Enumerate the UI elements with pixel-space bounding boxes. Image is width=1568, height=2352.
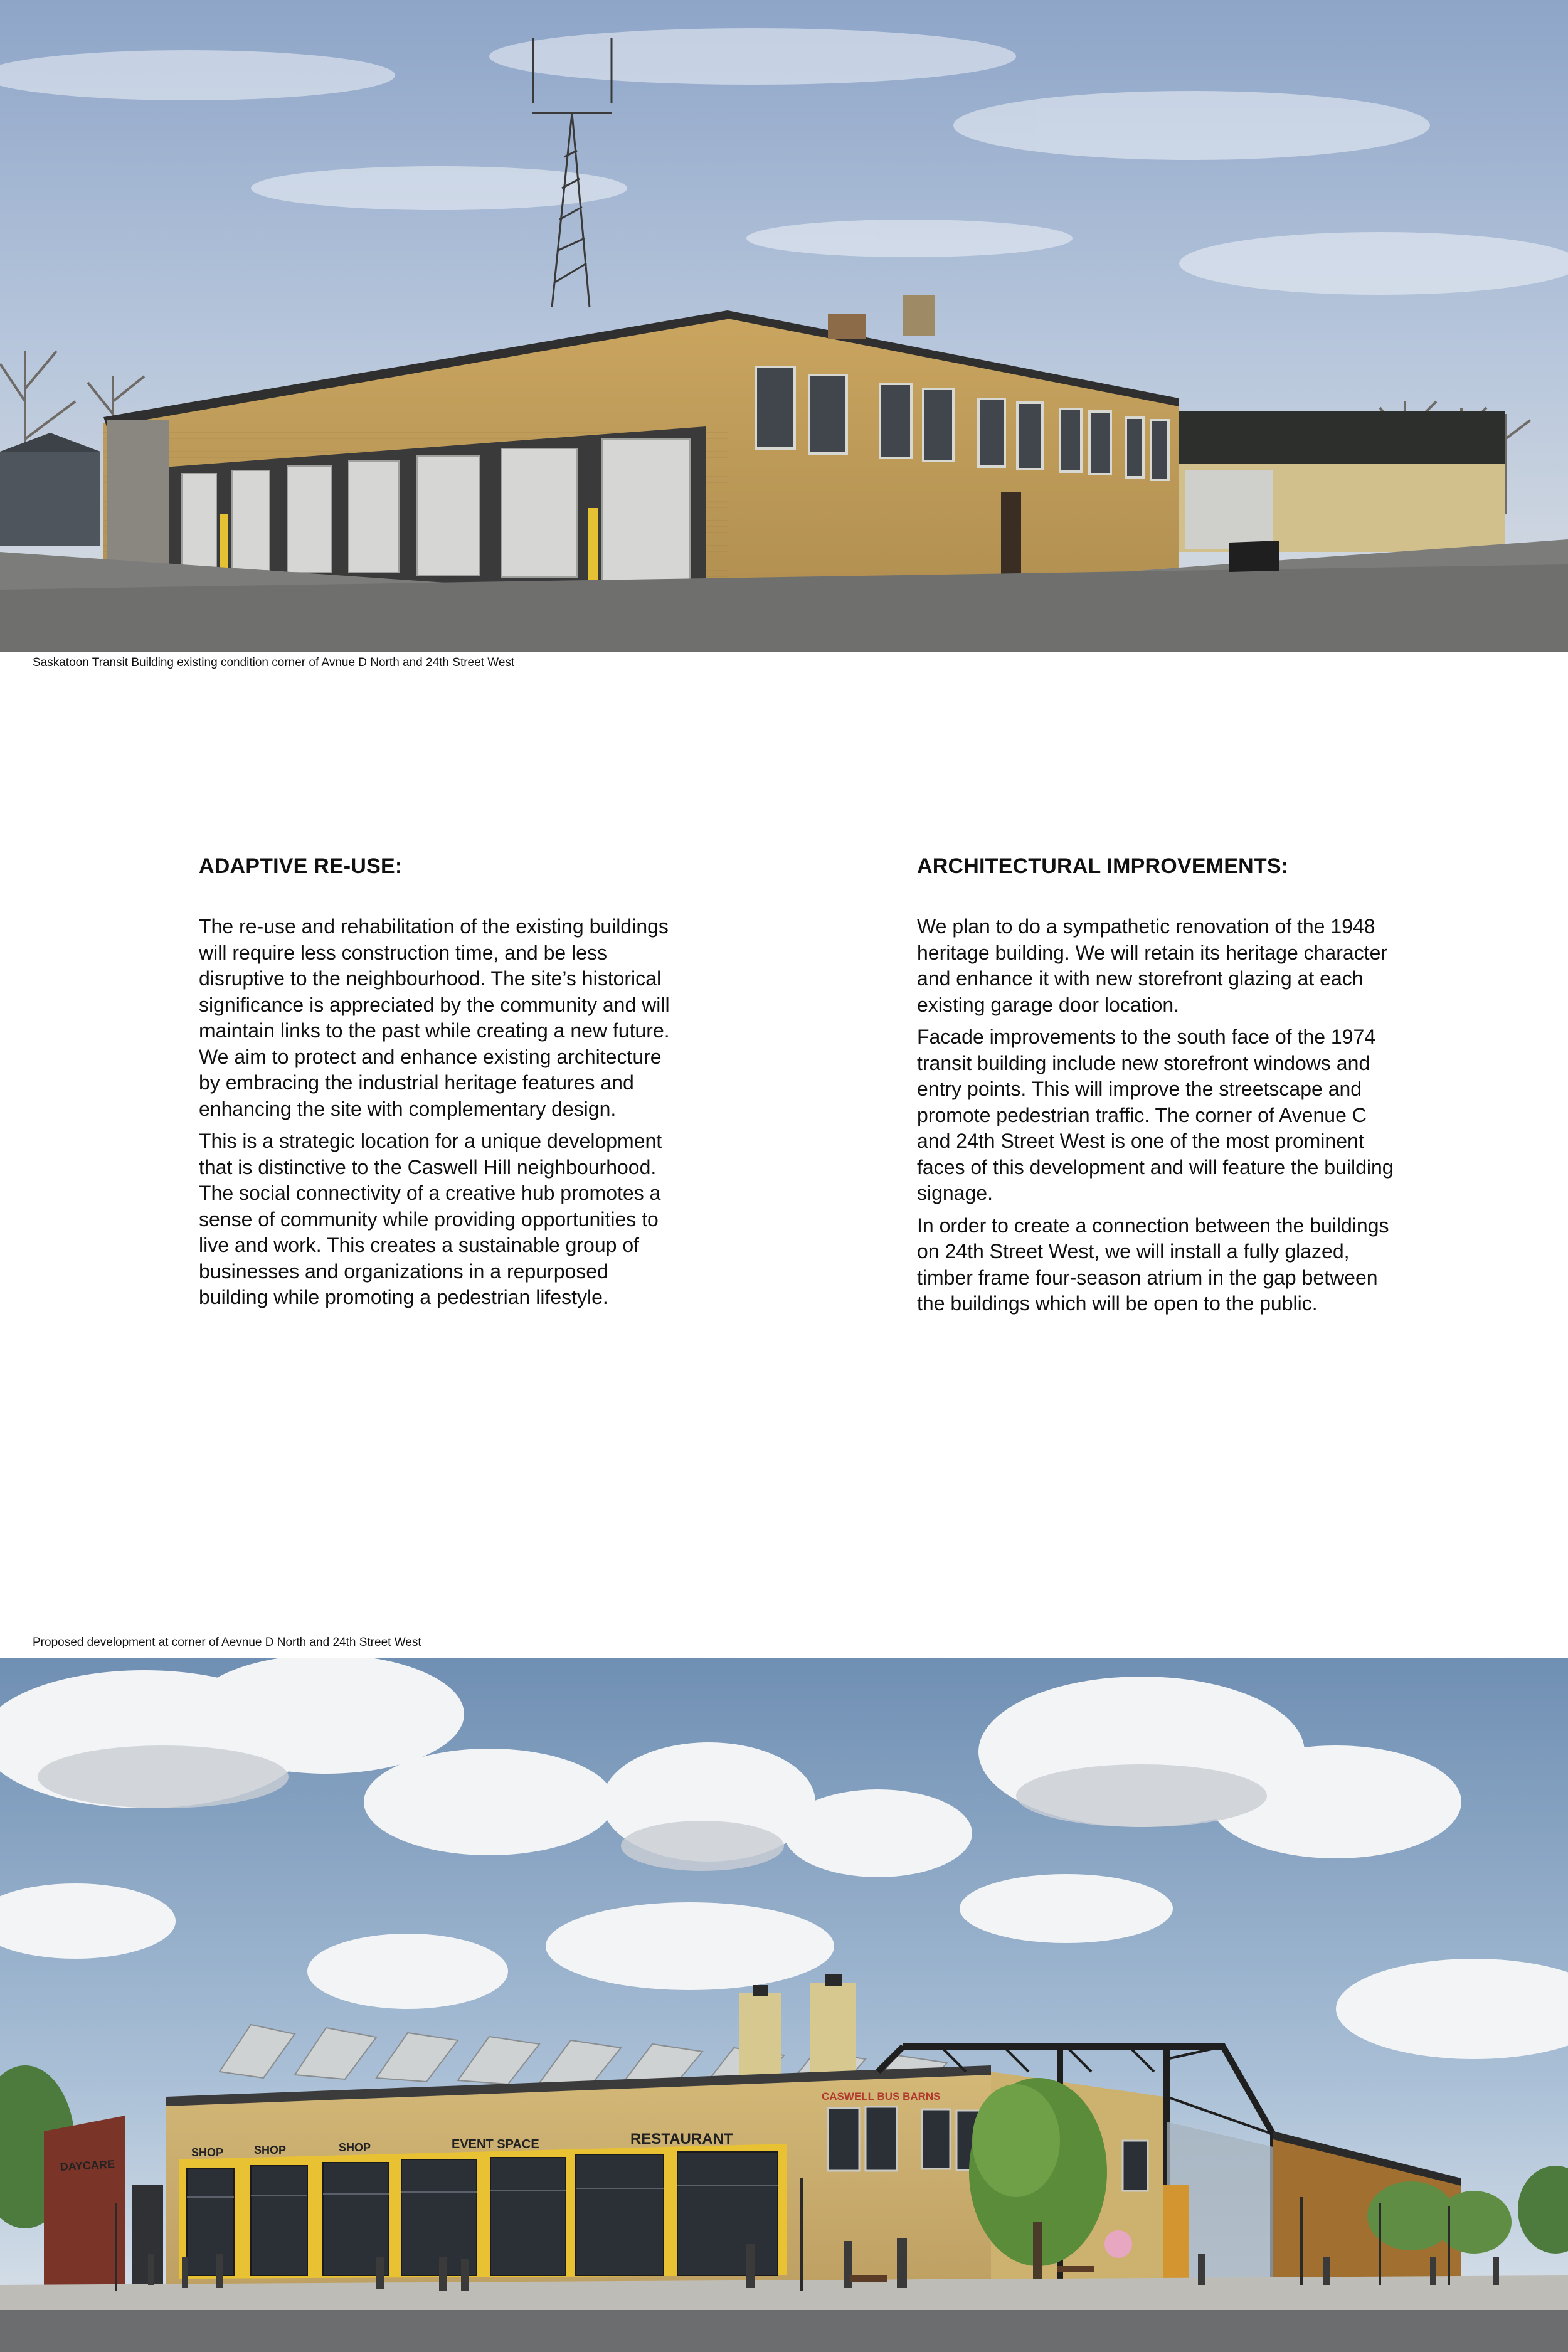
architectural-improvements-paragraph: In order to create a connection between the buildings on 24th Street West, we will install a fully glazed, timber frame four-season atrium in the gap between the buildings which will be open to the public. <box>917 1214 1389 1315</box>
sign-shop: SHOP <box>254 2144 287 2156</box>
architectural-improvements-paragraph: We plan to do a sympathetic renovation of the 1948 heritage building. We will retain its heritage character and enhance it with new storefront glazing at each existing garage door location. <box>917 915 1388 1016</box>
proposed-development-render <box>0 1658 1568 2352</box>
adaptive-reuse-heading: ADAPTIVE RE-USE: <box>199 854 403 878</box>
adaptive-reuse-paragraph: This is a strategic location for a unique development that is distinctive to the Caswell Hill neighbourhood. The social connectivity of a creative hub promotes a sense of community while providing opportunities to live and work. This creates a sustainable group of businesses and organizations in a repurposed building while promoting a pedestrian lifestyle. <box>199 1130 662 1308</box>
architectural-improvements-section <box>917 854 1394 1317</box>
adaptive-reuse-section <box>199 854 675 1311</box>
sign-restaurant: RESTAURANT <box>630 2131 733 2148</box>
sign-shop: SHOP <box>339 2141 371 2154</box>
top-photo-caption: Saskatoon Transit Building existing condition corner of Avnue D North and 24th Street West <box>33 656 515 669</box>
sign-shop: SHOP <box>191 2146 224 2159</box>
bottom-render-caption: Proposed development at corner of Aevnue D North and 24th Street West <box>33 1636 421 1649</box>
architectural-improvements-heading: ARCHITECTURAL IMPROVEMENTS: <box>917 854 1289 878</box>
architectural-improvements-paragraph: Facade improvements to the south face of the 1974 transit building include new storefront windows and entry points. This will improve the streetscape and promote pedestrian traffic. The corner of Avenue C and 24th Street West is one of the most prominent faces of this development and will feature the building signage. <box>917 1025 1394 1204</box>
sign-daycare: DAYCARE <box>60 2158 115 2173</box>
existing-building-photo <box>0 0 1568 652</box>
sign-brand: CASWELL BUS BARNS <box>822 2090 941 2102</box>
sign-event-space: EVENT SPACE <box>452 2137 539 2151</box>
adaptive-reuse-paragraph: The re-use and rehabilitation of the existing buildings will require less construction time, and be less disruptive to the neighbourhood. The site’s historical significance is appreciated by the community and will maintain links to the past while creating a new future. We aim to protect and enhance existing architecture by embracing the industrial heritage features and enhancing the site with complementary design. <box>199 915 670 1120</box>
